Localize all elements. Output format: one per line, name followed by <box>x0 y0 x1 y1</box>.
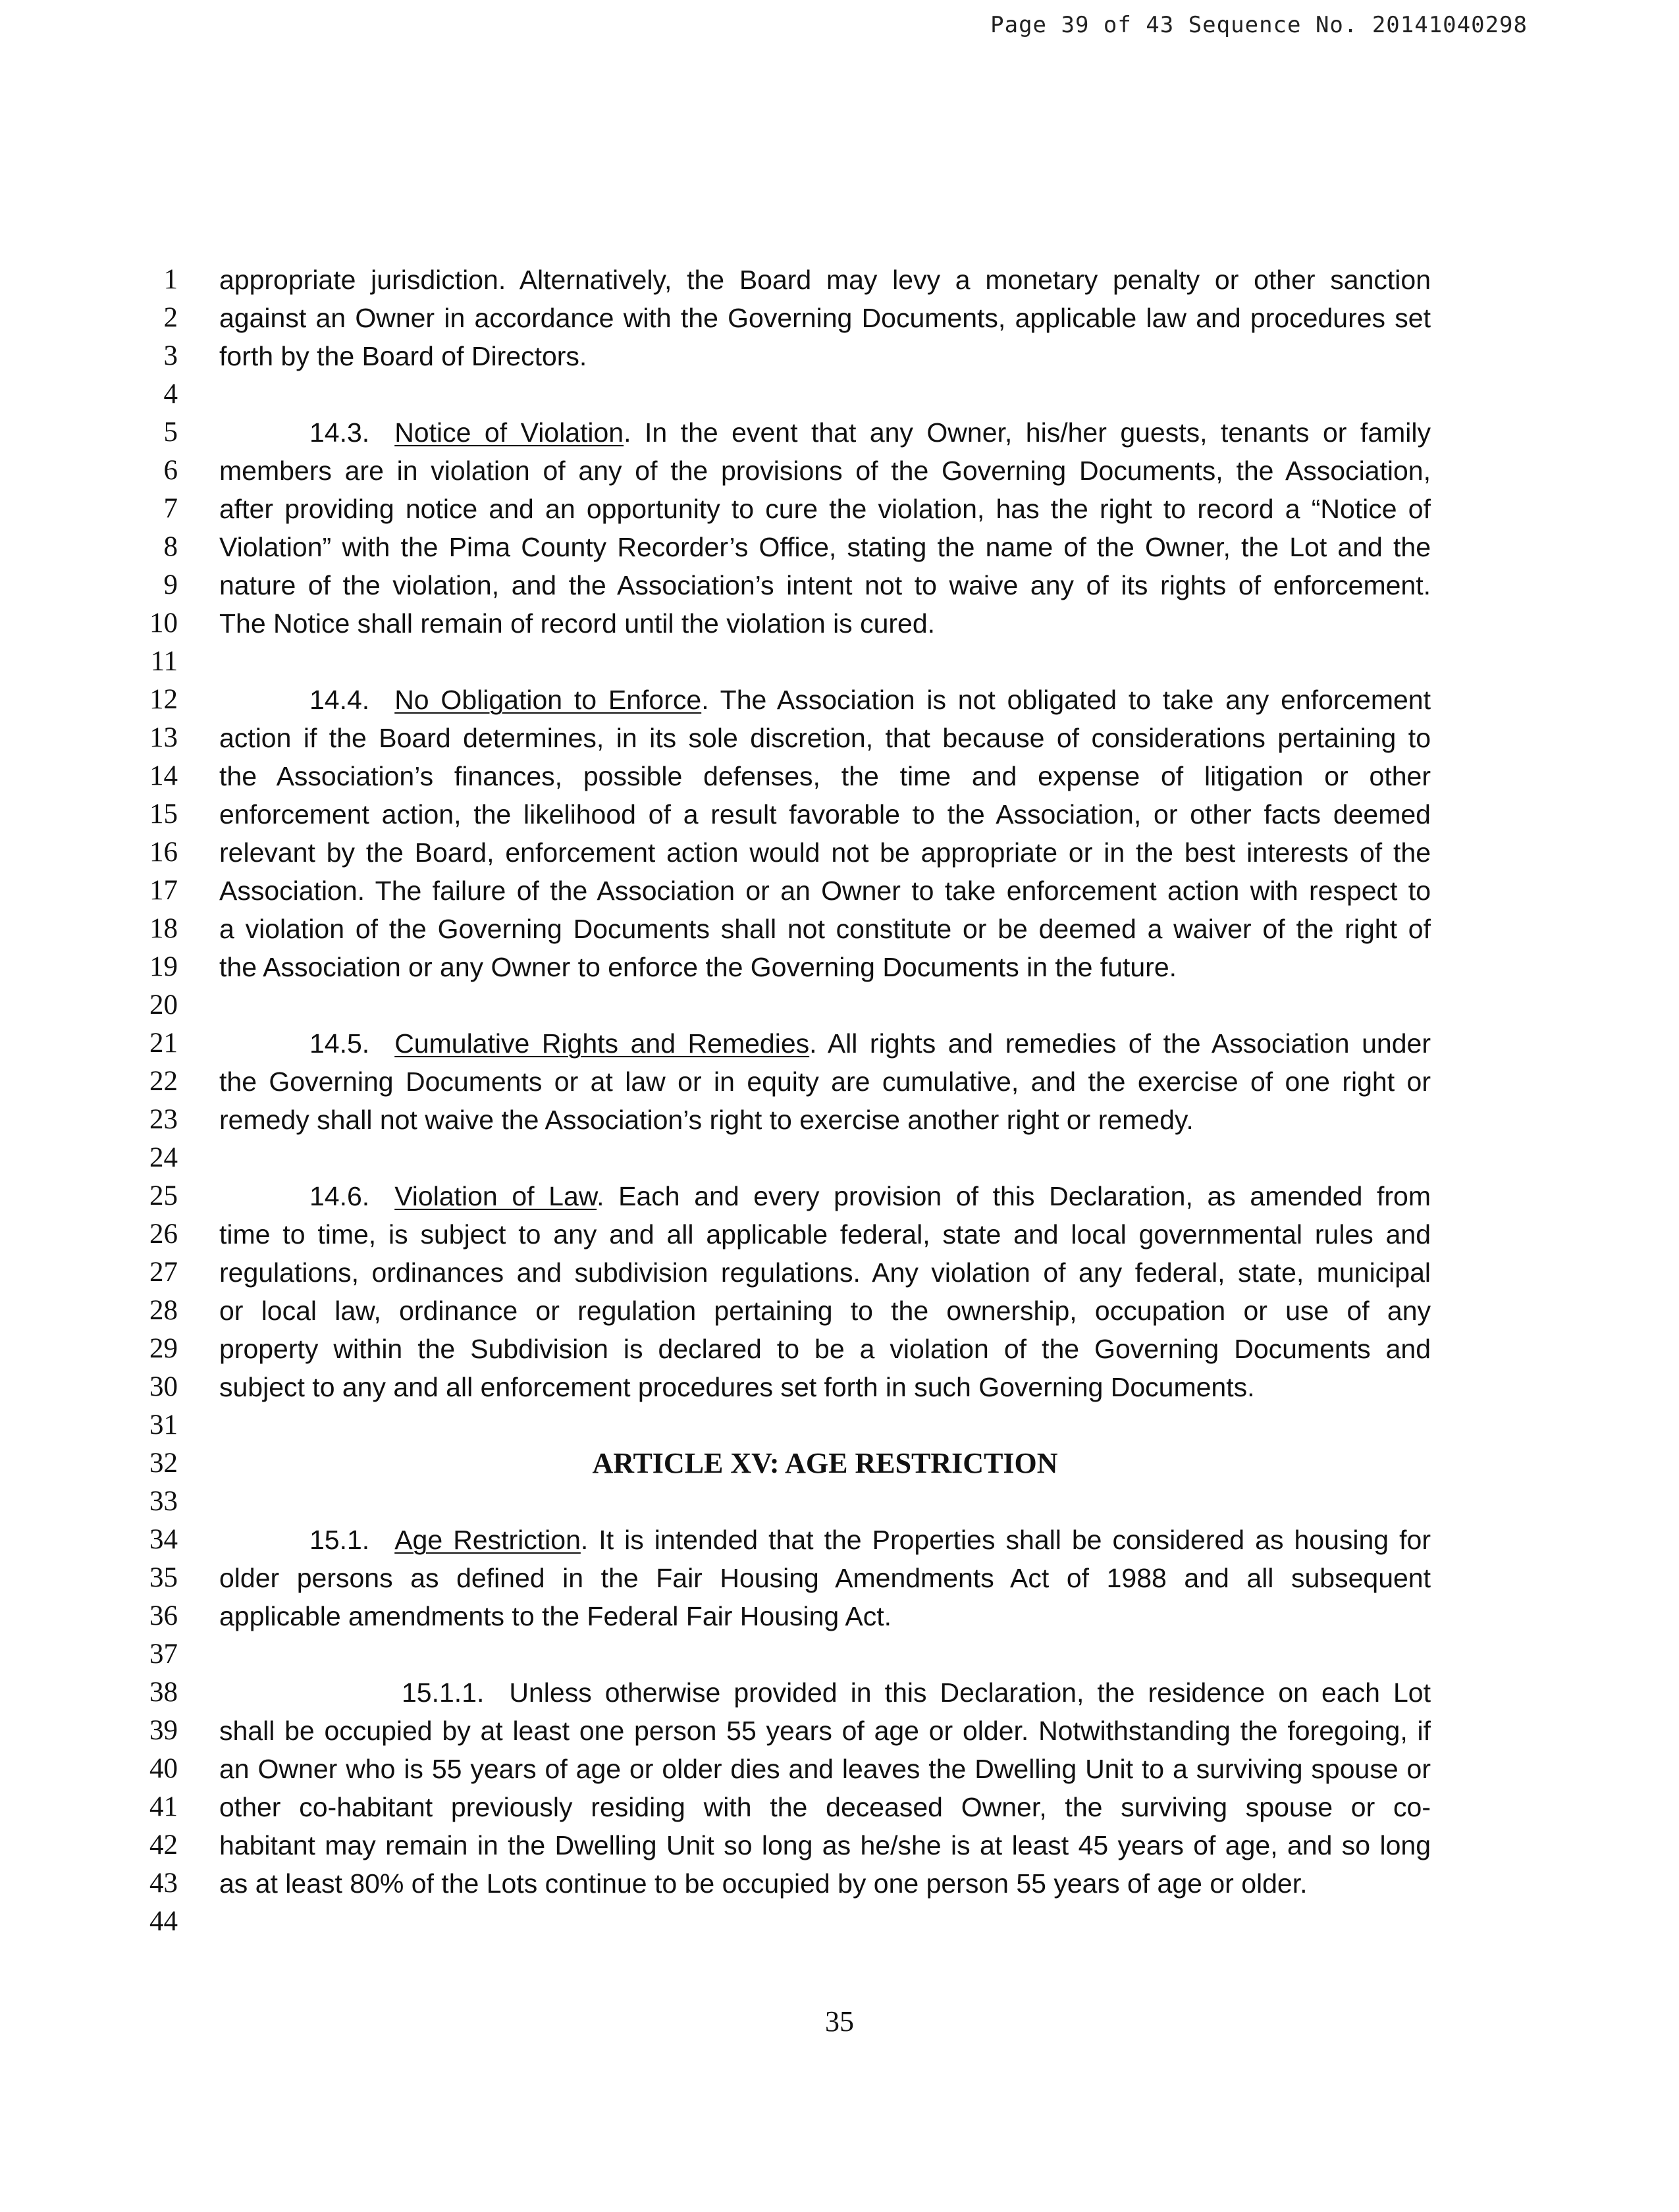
section-title: Age Restriction <box>394 1525 581 1555</box>
text-line: time to time, is subject to any and all applicable federal, state and local governmental rules and <box>219 1219 1431 1250</box>
line-number: 8 <box>163 531 178 562</box>
section-first-line <box>309 413 1431 452</box>
section-title: Notice of Violation <box>394 417 624 448</box>
text-line: Association. The failure of the Association or an Owner to take enforcement action with respect to <box>219 876 1431 906</box>
section-number: 15.1. <box>309 1525 370 1555</box>
page-header-stamp: Page 39 of 43 Sequence No. 20141040298 <box>990 12 1528 38</box>
line-number: 42 <box>149 1830 178 1860</box>
line-number: 7 <box>163 493 178 524</box>
section-text: Unless otherwise provided in this Declaration, the residence on each Lot <box>509 1677 1431 1708</box>
text-line: enforcement action, the likelihood of a result favorable to the Association, or other facts deemed <box>219 799 1431 830</box>
line-number: 21 <box>149 1028 178 1059</box>
text-line: the Association’s finances, possible defenses, the time and expense of litigation or other <box>219 761 1431 791</box>
page-number: 35 <box>825 2005 854 2038</box>
section-text: . In the event that any Owner, his/her guests, tenants or family <box>624 417 1431 448</box>
section-title: Cumulative Rights and Remedies <box>394 1028 810 1059</box>
line-number: 9 <box>163 569 178 600</box>
line-number: 41 <box>149 1791 178 1822</box>
line-number: 28 <box>149 1295 178 1326</box>
text-line: older persons as defined in the Fair Housing Amendments Act of 1988 and all subsequent <box>219 1563 1431 1593</box>
line-number: 36 <box>149 1600 178 1631</box>
section-title: No Obligation to Enforce <box>394 685 702 715</box>
text-line: or local law, ordinance or regulation pertaining to the ownership, occupation or use of any <box>219 1296 1431 1326</box>
line-number: 31 <box>149 1409 178 1440</box>
section-text: . The Association is not obligated to take any enforcement <box>701 685 1431 715</box>
line-number: 4 <box>163 379 178 409</box>
text-line: applicable amendments to the Federal Fair Housing Act. <box>219 1601 892 1631</box>
section-first-line <box>402 1673 1431 1712</box>
line-number: 43 <box>149 1868 178 1899</box>
text-line: the Governing Documents or at law or in equity are cumulative, and the exercise of one right or <box>219 1066 1431 1097</box>
section-first-line <box>309 1177 1431 1215</box>
section-text: . It is intended that the Properties shall be considered as housing for <box>580 1525 1431 1555</box>
section-number: 15.1.1. <box>402 1677 485 1708</box>
text-line: subject to any and all enforcement procedures set forth in such Governing Documents. <box>219 1372 1255 1402</box>
line-number: 2 <box>163 302 178 333</box>
line-number: 44 <box>149 1906 178 1937</box>
text-line: remedy shall not waive the Association’s right to exercise another right or remedy. <box>219 1105 1194 1135</box>
text-line: nature of the violation, and the Association’s intent not to waive any of its rights of enforcement. <box>219 570 1431 600</box>
line-number: 15 <box>149 799 178 830</box>
line-number: 10 <box>149 608 178 639</box>
text-line: habitant may remain in the Dwelling Unit so long as he/she is at least 45 years of age, and so long <box>219 1830 1431 1860</box>
text-line: against an Owner in accordance with the Governing Documents, applicable law and procedures set <box>219 303 1431 333</box>
line-number: 30 <box>149 1371 178 1402</box>
text-line: appropriate jurisdiction. Alternatively, the Board may levy a monetary penalty or other sanction <box>219 265 1431 295</box>
section-title: Violation of Law <box>394 1181 597 1211</box>
text-line: other co-habitant previously residing with the deceased Owner, the surviving spouse or co- <box>219 1792 1431 1822</box>
section-text: . Each and every provision of this Declaration, as amended from <box>597 1181 1431 1211</box>
line-number: 24 <box>149 1142 178 1173</box>
text-line: as at least 80% of the Lots continue to be occupied by one person 55 years of age or older. <box>219 1868 1308 1899</box>
text-line: members are in violation of any of the provisions of the Governing Documents, the Association, <box>219 456 1431 486</box>
text-line: action if the Board determines, in its sole discretion, that because of considerations pertaining to <box>219 723 1431 753</box>
section-number: 14.3. <box>309 417 370 448</box>
line-number: 40 <box>149 1753 178 1784</box>
line-number: 39 <box>149 1715 178 1746</box>
section-first-line <box>309 1024 1431 1063</box>
line-number: 22 <box>149 1066 178 1097</box>
text-line: the Association or any Owner to enforce the Governing Documents in the future. <box>219 952 1177 982</box>
section-first-line <box>309 1521 1431 1559</box>
line-number: 11 <box>150 646 178 677</box>
section-number: 14.4. <box>309 685 370 715</box>
line-number: 17 <box>149 875 178 906</box>
line-number: 32 <box>149 1448 178 1479</box>
section-number: 14.5. <box>309 1028 370 1059</box>
text-line: an Owner who is 55 years of age or older dies and leaves the Dwelling Unit to a surviving spouse or <box>219 1754 1431 1784</box>
section-number: 14.6. <box>309 1181 370 1211</box>
line-number: 25 <box>149 1180 178 1211</box>
line-number: 3 <box>163 340 178 371</box>
line-number: 5 <box>163 417 178 448</box>
article-heading: ARTICLE XV: AGE RESTRICTION <box>592 1447 1058 1479</box>
line-number: 20 <box>149 989 178 1020</box>
line-number: 26 <box>149 1219 178 1250</box>
line-number: 38 <box>149 1677 178 1708</box>
text-line: shall be occupied by at least one person 55 years of age or older. Notwithstanding the foregoing, if <box>219 1716 1431 1746</box>
text-line: Violation” with the Pima County Recorder’s Office, stating the name of the Owner, the Lot and the <box>219 532 1431 562</box>
line-number: 14 <box>149 760 178 791</box>
line-number: 35 <box>149 1562 178 1593</box>
section-first-line <box>309 681 1431 719</box>
line-number: 16 <box>149 837 178 868</box>
line-number: 34 <box>149 1524 178 1555</box>
line-number: 23 <box>149 1104 178 1135</box>
line-number: 19 <box>149 951 178 982</box>
line-number: 12 <box>149 684 178 715</box>
section-text: . All rights and remedies of the Association under <box>809 1028 1431 1059</box>
line-number: 13 <box>149 722 178 753</box>
line-number: 27 <box>149 1257 178 1288</box>
line-number: 18 <box>149 913 178 944</box>
text-line: property within the Subdivision is declared to be a violation of the Governing Documents and <box>219 1334 1431 1364</box>
text-line: forth by the Board of Directors. <box>219 341 587 371</box>
text-line: a violation of the Governing Documents shall not constitute or be deemed a waiver of the right of <box>219 914 1431 944</box>
line-number: 6 <box>163 455 178 486</box>
line-number: 37 <box>149 1639 178 1670</box>
line-number: 1 <box>163 264 178 295</box>
text-line: after providing notice and an opportunity to cure the violation, has the right to record a “Notice of <box>219 494 1431 524</box>
text-line: The Notice shall remain of record until the violation is cured. <box>219 608 936 639</box>
line-number: 29 <box>149 1333 178 1364</box>
text-line: regulations, ordinances and subdivision regulations. Any violation of any federal, state, municipal <box>219 1257 1431 1288</box>
line-number: 33 <box>149 1486 178 1517</box>
text-line: relevant by the Board, enforcement action would not be appropriate or in the best interests of the <box>219 837 1431 868</box>
